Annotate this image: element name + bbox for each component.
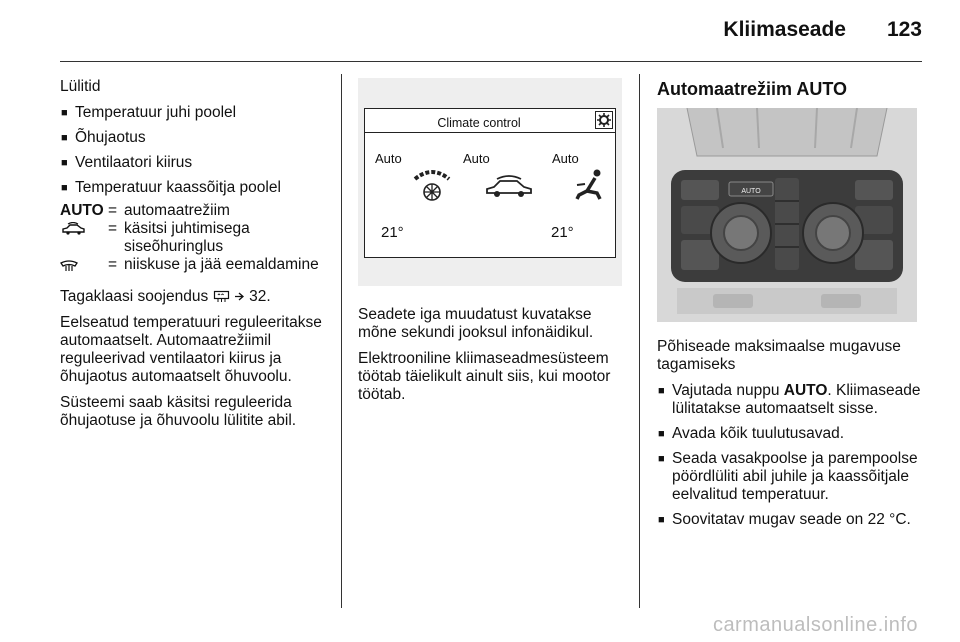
paragraph: Põhiseade maksimaalse mugavuse tagamiseks (657, 338, 901, 373)
section-heading: Automaatrežiim AUTO (657, 79, 848, 99)
page-title: Kliimaseade (723, 18, 846, 41)
switches-list (60, 104, 332, 197)
climate-panel-illustration (657, 108, 917, 322)
display-title: Climate control (437, 116, 521, 130)
list-item: ■ Soovitatav mugav seade on 22 °C. (657, 511, 922, 529)
list-item: ■ Vajutada nuppu AUTO. Kliimaseade lülitatakse automaatselt sisse. (657, 382, 922, 418)
column-divider-left (341, 74, 342, 608)
column-divider-right (639, 74, 640, 608)
symbol-definitions (60, 202, 332, 274)
rear-window-heating-icon (213, 290, 230, 303)
paragraph: Elektrooniline kliimaseadmesüsteem töötab täielikult ainult siis, kui mootor töötab. (358, 350, 611, 403)
driver-temperature: 21° (381, 224, 404, 241)
list-item: ■ Temperatuur kaassõitja poolel (60, 179, 332, 197)
recirculation-car-icon (60, 222, 86, 236)
auto-button-label: AUTO (741, 188, 761, 195)
paragraph: Süsteemi saab käsitsi reguleerida õhujaotuse ja õhuvoolu lülitite abil. (60, 394, 297, 429)
fan-icon (411, 169, 453, 205)
seat-airflow-icon (573, 167, 607, 201)
settings-icon (595, 111, 613, 129)
definition-row (60, 220, 332, 256)
air-distribution-auto-label: Auto (463, 151, 490, 166)
right-column (657, 78, 922, 536)
page-reference-icon (234, 291, 245, 302)
page-number: 123 (886, 18, 922, 41)
definition-row (60, 256, 332, 274)
paragraph: Eelseatud temperatuuri reguleeritakse automaatselt. Automaatrežiimil reguleerivad ventilaatori kiirus ja õhujaotus automaatselt õhuvoolu. (60, 314, 322, 385)
list-item: ■ Õhujaotus (60, 129, 332, 147)
auto-mode-steps (657, 382, 922, 529)
list-item: ■ Seada vasakpoolse ja parempoolse pöördlüliti abil juhile ja kaassõitjale eelvalitud temperatuur. (657, 450, 922, 504)
climate-panel-photo (657, 108, 917, 322)
page-header (60, 0, 922, 62)
passenger-temp-auto-label: Auto (552, 151, 579, 166)
recirculation-car-icon (483, 175, 535, 201)
switches-intro: Lülitid (60, 78, 101, 95)
equals-sign: = (108, 202, 118, 219)
paragraph: Seadete iga muudatust kuvatakse mõne sekundi jooksul infonäidikul. (358, 306, 594, 341)
list-item: ■ Ventilaatori kiirus (60, 154, 332, 172)
middle-column (358, 78, 626, 412)
definition-row (60, 202, 332, 220)
list-item: ■ Avada kõik tuulutusavad. (657, 425, 922, 443)
definition-text: käsitsi juhtimisega siseõhuringlus (124, 220, 250, 255)
list-item: ■ Temperatuur juhi poolel (60, 104, 332, 122)
windscreen-defrost-icon (60, 258, 78, 272)
definition-text: automaatrežiim (124, 202, 230, 219)
rear-window-heating: Tagaklaasi soojendus 32. (60, 288, 271, 305)
climate-display-figure (358, 78, 622, 286)
equals-sign: = (108, 256, 118, 273)
passenger-temperature: 21° (551, 224, 574, 241)
driver-temp-auto-label: Auto (375, 151, 402, 166)
equals-sign: = (108, 220, 118, 237)
definition-text: niiskuse ja jää eemaldamine (124, 256, 319, 273)
watermark: carmanualsonline.info (712, 614, 918, 636)
climate-display (364, 108, 616, 258)
auto-term: AUTO (60, 202, 104, 219)
left-column (60, 78, 332, 438)
